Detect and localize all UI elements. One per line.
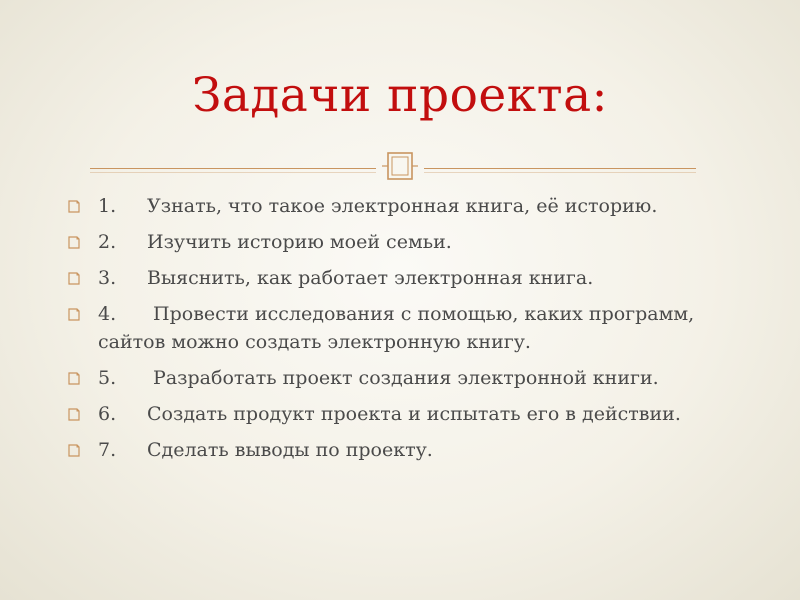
divider-line-right bbox=[424, 168, 696, 169]
item-text: Узнать, что такое электронная книга, её историю. bbox=[147, 195, 658, 217]
task-list bbox=[66, 192, 756, 472]
item-text: Провести исследования с помощью, каких программ, сайтов можно создать электронную книгу. bbox=[98, 303, 695, 353]
open-square-bullet-icon bbox=[66, 307, 82, 323]
list-item bbox=[66, 264, 756, 292]
item-text: Создать продукт проекта и испытать его в действии. bbox=[147, 403, 681, 425]
item-text: Выяснить, как работает электронная книга. bbox=[147, 267, 594, 289]
item-text: Изучить историю моей семьи. bbox=[147, 231, 452, 253]
open-square-bullet-icon bbox=[66, 271, 82, 287]
list-item bbox=[66, 300, 756, 356]
item-number: 4. bbox=[98, 303, 117, 325]
list-item bbox=[66, 192, 756, 220]
item-text: Сделать выводы по проекту. bbox=[147, 439, 433, 461]
list-item bbox=[66, 436, 756, 464]
open-square-bullet-icon bbox=[66, 235, 82, 251]
open-square-bullet-icon bbox=[66, 443, 82, 459]
item-number: 6. bbox=[98, 403, 117, 425]
slide-title: Задачи проекта: bbox=[192, 68, 608, 123]
open-square-bullet-icon bbox=[66, 407, 82, 423]
item-number: 7. bbox=[98, 439, 117, 461]
open-square-bullet-icon bbox=[66, 199, 82, 215]
item-number: 3. bbox=[98, 267, 117, 289]
item-number: 1. bbox=[98, 195, 117, 217]
open-square-bullet-icon bbox=[66, 371, 82, 387]
ornament-icon bbox=[378, 149, 422, 185]
list-item bbox=[66, 228, 756, 256]
item-text: Разработать проект создания электронной книги. bbox=[147, 367, 659, 389]
list-item bbox=[66, 400, 756, 428]
list-item bbox=[66, 364, 756, 392]
item-number: 5. bbox=[98, 367, 117, 389]
item-number: 2. bbox=[98, 231, 117, 253]
divider-line-left bbox=[90, 168, 376, 169]
